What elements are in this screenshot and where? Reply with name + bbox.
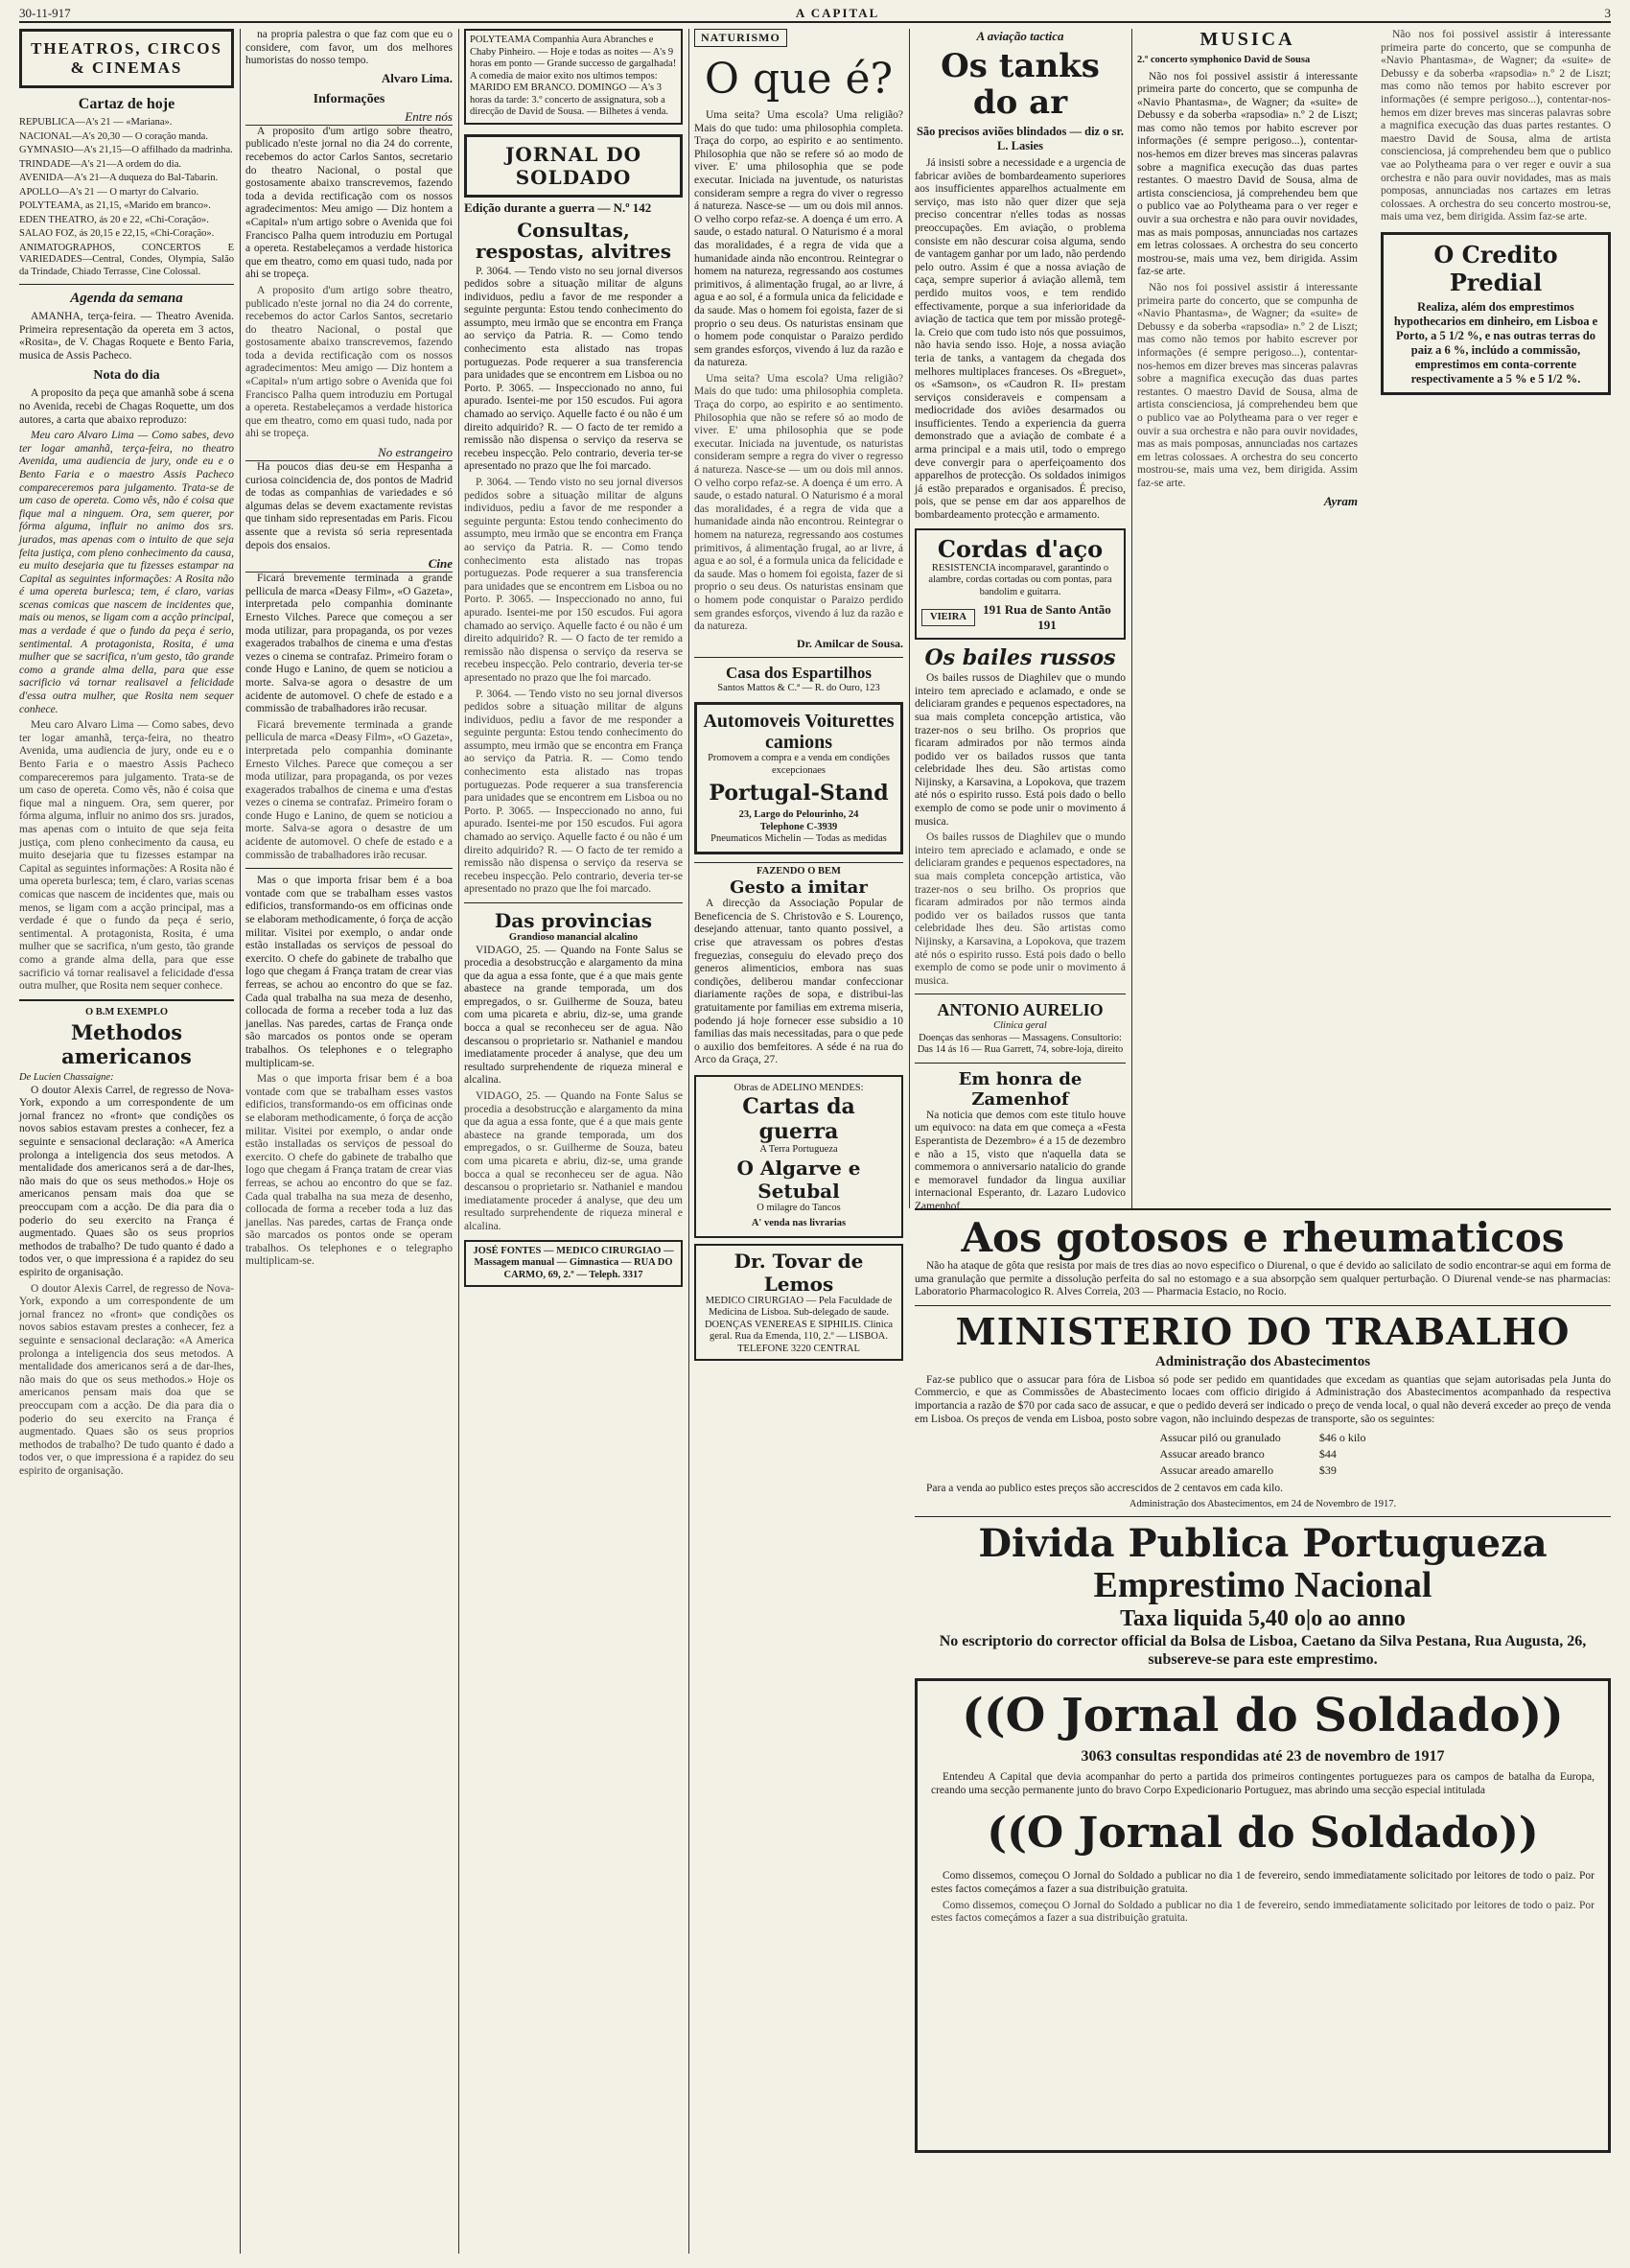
- credito-title: O Credito Predial: [1433, 240, 1558, 296]
- consultas-text-continued: P. 3064. — Tendo visto no seu jornal diversos pedidos sobre a situação militar de alguns individuos, pediu a favor de me responder a seguinte pergunta: Estou tendo conhecimento do assumpto, meu irmão que se encontra em França ao serviço da Patria. R. — Como tendo conhecimento esta alistado nas tropas portuguezas. Pode requerer a sua transferencia para unidades que se encontrem em Lisboa ou no Porto. P. 3065. — Inspeccionado no anno, fui apurado. Isentei-me por 150 escudos. Fui agora chamado ao serviço. Aquelle facto é ou não é um direito adquirido? R. — O facto de ter remido a remissão não dispensa o serviço da reserva se recebeu inspecção. Pelo contrario, deveria ter-se apresentado no prazo que lhe foi marcado.: [464, 477, 683, 684]
- assucar-table: [1141, 1430, 1386, 1479]
- consultas-line: 3063 consultas respondidas até 23 de novembro de 1917: [1081, 1748, 1445, 1765]
- ministerio-title: MINISTERIO DO TRABALHO: [955, 1309, 1571, 1353]
- table-row: [1141, 1430, 1386, 1446]
- info-text-continued: A proposito d'um artigo sobre theatro, publicado n'este jornal no dia 24 do corrente, recebemos do actor Carlos Santos, secretario do theatro Nacional, o postal que gostosamente abaixo transcrevemos, fazendo toda a devida rectificação com os nossos agradecimentos: Meu amigo — Diz hontem a «Capital» n'um artigo sobre o Avenida que foi Francisco Palha quem introduziu em Portugal a opereta. Restabeleçamos a verdade historica que em theatro, como em quasi tudo, nada por ahi se tropeça.: [245, 284, 453, 440]
- obras-venda: A' venda nas livrarias: [751, 1218, 847, 1229]
- cordas-text: RESISTENCIA incomparavel, garantindo o alambre, cordas cortadas ou com pontas, para bandolim e guitarra.: [928, 562, 1112, 597]
- polyteama-text: POLYTEAMA Companhia Aura Abranches e Chaby Pinheiro. — Hoje e todas as noites — A's 9 horas em ponto — Grande successo de gargalhada! A comedia de maior exito nos ultimos tempos: MARIDO EM BRANCO. DOMINGO — A's 3 horas da tarde: 3.º concerto de assignatura, sob a direcção de David de Sousa. — Bilhetes á venda.: [470, 35, 677, 117]
- obras-title: Obras de ADELINO MENDES:: [734, 1082, 864, 1093]
- column-rule: [1131, 29, 1132, 1208]
- methodos-title: Methodos americanos: [61, 1020, 192, 1069]
- newspaper-name: A CAPITAL: [795, 6, 880, 20]
- assucar-label: Assucar piló ou granulado: [1159, 1431, 1281, 1445]
- theatres-section-header: [19, 29, 234, 88]
- obra-title: A Terra Portugueza: [759, 1144, 838, 1156]
- column-rule: [909, 29, 910, 1208]
- table-row: [1141, 1462, 1386, 1479]
- portugal-stand-ad: [694, 702, 903, 854]
- naturismo-label: NATURISMO: [694, 29, 787, 47]
- tovar-title: Dr. Tovar de Lemos: [734, 1249, 864, 1296]
- obra-title: O milagre do Tancos: [757, 1202, 841, 1213]
- bottom-text-continued: Mas o que importa frisar bem é a boa vontade com que se trabalham esses vastos edificios, transformando-os em officinas onde se elaboram methodicamente, ó força de acção militar. Visitei por exemplo, o andar onde estão installadas os serviços de pessoal do exercito. O chefe do gabinete de trabalho que logo que chegam á França tratam de crear vias ferreas, se achou ao encontro do que se faz. Cada qual trabalha na sua meza de desenho, collocada de forma a receber toda a luz das janellas. Nas paredes, cartas de França onde são marcados os pontos onde se operam trabalhos. Os telephones e o telegrapho multiplicam-se.: [245, 1073, 453, 1268]
- portugal-stand-tel: Telephone C-3939: [759, 821, 838, 832]
- cordas-title: Cordas d'aço: [937, 534, 1104, 563]
- bailes-text-continued: Os bailes russos de Diaghilev que o mundo inteiro tem apreciado e aclamado, e onde se deliciaram grandes e pequenos espectadores, na sua mais completa concepção artistica, vão trazer-nos o seu brilho. Os proprios que ficaram admirados por não termos ainda podido ver os bailados russos que tanta celebridade lhes deu. São artistas como Nijinsky, a Karsavina, a Lopokova, que trazem até nós o espirito russo. Está pois dado o bello exemplo de como se pode unir o movimento á musica.: [915, 831, 1126, 987]
- bailes-text: Os bailes russos de Diaghilev que o mundo inteiro tem apreciado e aclamado, e onde se deliciaram grandes e pequenos espectadores, na sua mais completa concepção artistica, vão trazer-nos o seu brilho. Os proprios que ficaram admirados por não termos ainda podido ver os bailados russos que tanta celebridade lhes deu. São artistas como Nijinsky, a Karsavina, a Lopokova, que trazem até nós o espirito russo. Está pois dado o bello exemplo de como se pode unir o movimento á musica.: [915, 672, 1126, 828]
- antonio-title: ANTONIO AURELIO: [937, 1000, 1104, 1020]
- exemplo-label: O B.M EXEMPLO: [84, 1006, 169, 1017]
- jornal-outro-continued: Como dissemos, começou O Jornal do Soldado a publicar no dia 1 de fevereiro, sendo immediatamente solicitado por leitores de todo o paiz. Por estes factos começámos a fazer a sua distribuição gratuita.: [931, 1899, 1595, 1925]
- pneumaticos-text: Pneumaticos Michelin — Todas as medidas: [710, 833, 887, 845]
- jose-fontes-ad: [464, 1240, 683, 1288]
- provincias-subtitle: Grandioso manancial alcalino: [508, 932, 639, 943]
- cartaz-item: GYMNASIO—A's 21,15—O affilhado da madrinha.: [19, 145, 233, 155]
- consultas-title: Consultas, respostas, alvitres: [475, 218, 672, 263]
- auto-text: Promovem a compra e a venda em condições excepcionaes: [708, 753, 890, 776]
- cartaz-item: ANIMATOGRAPHOS, CONCERTOS E VARIEDADES—Central, Condes, Olympia, Salão da Trindade, Chiado Terrasse, Cine Colossal.: [19, 242, 234, 277]
- jose-fontes-text: JOSÉ FONTES — MEDICO CIRURGIAO — Massagem manual — Gimnastica — RUA DO CARMO, 69, 2.º — Teleph. 3317: [473, 1245, 674, 1280]
- nota-body: Meu caro Alvaro Lima — Como sabes, devo ter logar amanhã, terça-feira, no theatro Avenida, uma audiencia de jury, onde eu e o Bento Faria e o maestro Assis Pacheco compareceremos para julgamento. Trata-se de um caso de opereta. Como vês, não é coisa que fique mal a ninguem. Ora, sem querer, por fórma alguma, influir no animo dos srs. jurados, mas apenas com o intuito de que seja feita justiça, com pleno conhecimento da causa, eu muito desejaria que tu fizesses estampar na Capital as seguintes informações: A Rosita não é uma opereta burlesca; tem, é claro, varias scenas comicas que nascem de incidentes que, mais ou menos, se ligam com a acção principal, mas a verdade é que o fundo da peça é serio, sentimental. A protagonista, Rosita, é uma mulher que se sacrifica, n'um gesto, tão grande como a grande alma della, para que esse sacrificio vá tornar realisavel a felicidade d'essa outra mulher, que Rosita nem sequer conhece.: [19, 430, 234, 715]
- naturismo-text: Uma seita? Uma escola? Uma religião? Mais do que tudo: uma philosophia completa. Traça do corpo, ao espirito e ao sentimento. Philosophia que não se refere só ao modo de viver. E' uma philosophia que se pode executar. Iniciada na juventude, os naturistas consideram sempre a regra do viver o regresso á natureza. Nasce-se — um ou dois mil annos. O velho corpo refaz-se. A doença é um erro. A saude, o estado natural. O Naturismo é a moral das moralidades, é a regra de vida que a humanidade ainda não encontrou. Reintegrar o homem na natureza, regressando aos costumes primitivos, á alimentação frugal, ao ar livre, á agua e ao sol, é a formula unica da felicidade e da saude. Mas o homem foi egoista, fazer de si proprio o seu deus. Os naturistas ensinam que o homem pode conquistar o Paraizo perdido sem grandes esforços, vivendo á luz da razão e da natureza.: [694, 109, 903, 369]
- estrangeiro-label: No estrangeiro: [245, 445, 453, 461]
- gotosos-title: Aos gotosos e rheumaticos: [961, 1214, 1565, 1261]
- cartaz-list: [19, 117, 234, 278]
- jornal-banner: ((O Jornal do Soldado)): [962, 1689, 1564, 1743]
- column-6: [1137, 29, 1611, 1204]
- agenda-title: Agenda da semana: [70, 291, 183, 306]
- portugal-stand-addr: 23, Largo do Pelourinho, 24: [738, 809, 859, 821]
- signature: Alvaro Lima.: [381, 70, 453, 85]
- cartaz-item: POLYTEAMA, as 21,15, «Marido em branco».: [19, 200, 211, 211]
- page-date: 30-11-917: [19, 6, 71, 20]
- naturismo-text-continued: Uma seita? Uma escola? Uma religião? Mais do que tudo: uma philosophia completa. Traça do corpo, ao espirito e ao sentimento. Philosophia que não se refere só ao modo de viver. E' uma philosophia que se pode executar. Iniciada na juventude, os naturistas consideram sempre a regra do viver o regresso á natureza. Nasce-se — um ou dois mil annos. O velho corpo refaz-se. A doença é um erro. A saude, o estado natural. O Naturismo é a moral das moralidades, é a regra de vida que a humanidade ainda não encontrou. Reintegrar o homem na natureza, regressando aos costumes primitivos, á alimentação frugal, ao ar livre, á agua e ao sol, é a formula unica da felicidade e da saude. Mas o homem foi egoista, fazer de si proprio o seu deus. Os naturistas ensinam que o homem pode conquistar o Paraizo perdido sem grandes esforços, vivendo á luz da razão e da natureza.: [694, 372, 903, 633]
- assucar-label: Assucar areado branco: [1159, 1447, 1265, 1461]
- taxa-line: Taxa liquida 5,40 o|o ao anno: [1120, 1606, 1406, 1632]
- column-rule: [458, 29, 459, 2254]
- antonio-text: Doenças das senhoras — Massagens. Consultorio: Das 14 ás 16 — Rua Garrett, 74, sobre-loja, direito: [917, 1032, 1124, 1056]
- assucar-value: $46 o kilo: [1318, 1431, 1366, 1445]
- cartaz-item: NACIONAL—A's 20,30 — O coração manda.: [19, 130, 208, 142]
- section-title: THEATROS, CIRCOS & CINEMAS: [31, 39, 222, 77]
- ministerio-text: Faz-se publico que o assucar para fóra de Lisboa só pode ser pedido em quantidades que excedam as quantias que sejam autorisadas pela Junta do Commercio, e que as Commissões de Abastecimento locaes com officio dirigido á Administração dos Abastecimentos acompanhado da respectiva importancia a razão de $70 por cada saco de assucar, e que o pedido deverá ser indicado o preço de venda local, o qual não deverá exceder ao preço de venda em Lisboa. Os preços de venda em Lisboa, posto sobre vagon, não incluindo despezas de transporte, são os seguintes:: [915, 1373, 1611, 1425]
- cartaz-item: SALAO FOZ, ás 20,15 e 22,15, «Chi-Coração».: [19, 228, 215, 239]
- bottom-text: Mas o que importa frisar bem é a boa vontade com que se trabalham esses vastos edificios, transformando-os em officinas onde se elaboram methodicamente, ó força de acção militar. Visitei por exemplo, o andar onde estão installadas os serviços de pessoal do exercito. O chefe do gabinete de trabalho que logo que chegam á França tratam de crear vias ferreas, se achou ao encontro do que se faz. Cada qual trabalha na sua meza de desenho, collocada de forma a receber toda a luz das janellas. Nas paredes, cartas de França onde são marcados os pontos onde se operam trabalhos. Os telephones e o telegrapho multiplicam-se.: [245, 875, 453, 1069]
- cartaz-item: APOLLO—A's 21 — O martyr do Calvario.: [19, 186, 199, 198]
- column-4: [694, 29, 903, 2254]
- jornal-subtitle: Edição durante a guerra — N.º 142: [464, 199, 652, 215]
- column-rule: [240, 29, 241, 2254]
- column-3: [464, 29, 683, 2254]
- adelino-mendes-ad: [694, 1075, 903, 1238]
- info-text: A proposito d'um artigo sobre theatro, publicado n'este jornal no dia 24 do corrente, recebemos do actor Carlos Santos, secretario do theatro Nacional, o postal que gostosamente abaixo transcrevemos, fazendo toda a devida rectificação com os nossos agradecimentos: Meu amigo — Diz hontem a «Capital» n'um artigo sobre o Avenida que foi Francisco Palha quem introduziu em Portugal a opereta. Restabeleçamos a verdade historica que em theatro, como em quasi tudo, nada por ahi se tropeça.: [245, 125, 453, 281]
- ministerio-note: Para a venda ao publico estes preços são accrescidos de 2 centavos em cada kilo.: [926, 1483, 1284, 1495]
- tanks-subhead: São precisos aviões blindados — diz o sr. L. Lasies: [916, 125, 1124, 152]
- emprestimo-title: Emprestimo Nacional: [1093, 1565, 1432, 1606]
- jornal-banner-2: ((O Jornal do Soldado)): [987, 1809, 1539, 1859]
- naturismo-headline: O que é?: [704, 55, 894, 104]
- cartaz-item: TRINDADE—A's 21—A ordem do dia.: [19, 158, 181, 170]
- cartaz-title: Cartaz de hoje: [78, 96, 175, 112]
- bailes-title: Os bailes russos: [924, 645, 1116, 671]
- gesto-title: Gesto a imitar: [730, 877, 868, 899]
- musica-signature: Ayram: [1323, 493, 1358, 508]
- column-2: [245, 29, 453, 2254]
- page-number: 3: [1604, 6, 1611, 20]
- provincias-text: VIDAGO, 25. — Quando na Fonte Salus se procedia a desobstrucção e alargamento da mina que da agua a essa fonte, que é a que mais gente abastece na grande temporada, um dos empregados, o sr. Guilherme de Souza, bateu com uma picareta e abriu, diz-se, uma grande bocca a qual se reconheceu ser de agua. Não descansou o proprietario sr. Nathaniel e mandou imediatamente proceder á analyse, que deu um resultado surprehendente de riqueza mineral e alcalina.: [464, 944, 683, 1087]
- entre-nos-label: Entre nós: [245, 109, 453, 126]
- jornal-soldado-header: [464, 134, 683, 198]
- estrangeiro-text: Ha poucos dias deu-se em Hespanha a curiosa coincidencia de, dos pontos de Madrid de todas as companhias de variedades e só algumas delas se devem exactamente revistas que tinham sido representadas em Paris. Ficou assente que a revista só seria representada depois dos ensaios.: [245, 461, 453, 551]
- ministerio-sub: Administração dos Abastecimentos: [1154, 1353, 1371, 1369]
- musica-text-continued: Não nos foi possivel assistir á interessante primeira parte do concerto, que se compunha de «Navio Phantasma», de Wagner; da «suite» de Debussy e da soberba «rapsodia» n.º 2 de Liszt; mas como não temos por habito escrever por informações (é sempre perigoso...), contentar-nos-hemos em dizer breves mas sinceras palavras sobre a magnifica execução das duas partes restantes. O maestro David de Sousa, alma de artista conscienciosa, já comprehendeu bem que o publico vae ao Polytheama para o ver reger e ouvir a sua orchestra e não para ouvir novidades, mas as mais pomposas, annunciadas nos cartazes em letras colossaes. A orchestra do seu concerto mostrou-se, mais uma vez, bem dirigida. Assim faz-se arte.: [1137, 282, 1358, 489]
- methodos-byline: De Lucien Chassaigne:: [19, 1072, 114, 1084]
- musica-title: MUSICA: [1199, 29, 1295, 50]
- assucar-value: $39: [1318, 1463, 1337, 1478]
- obra-title: Cartas da guerra: [742, 1094, 855, 1145]
- antonio-sub: Clinica geral: [993, 1020, 1047, 1032]
- masthead: [19, 4, 1611, 23]
- tanks-headline: Os tanks do ar: [941, 47, 1100, 122]
- info-title: Informações: [313, 91, 385, 106]
- portugal-stand-name: Portugal-Stand: [709, 781, 889, 807]
- assucar-label: Assucar areado amarello: [1159, 1463, 1274, 1478]
- cordas-ad: [915, 528, 1126, 641]
- methodos-text-continued: O doutor Alexis Carrel, de regresso de Nova-York, expondo a um correspondente de um jornal francez no «front» que condições os novos sabios estavam prestes a conhecer, fez a seguinte e sensacional declaração: «A America prolonga a inteligencia dos seus metodos. A mentalidade dos americanos será a de dar-lhes, não mais do que os seus methodos.» Hoje os americanos pensam mais doa que se preoccupam com a acção. De dia para dia o poderio do seu exercito na França é augmentado. Quaes são os seus proprios methodos de trabalho? De tudo quanto é dado a todos ver, o que impressiona é a rapidez do seu espirito de organisação.: [19, 1282, 234, 1477]
- jornal-outro: Como dissemos, começou O Jornal do Soldado a publicar no dia 1 de fevereiro, sendo immediatamente solicitado por leitores de todo o paiz. Por estes factos começámos a fazer a sua distribuição gratuita.: [931, 1870, 1595, 1896]
- musica-text: Não nos foi possivel assistir á interessante primeira parte do concerto, que se compunha de «Navio Phantasma», de Wagner; da «suite» de Debussy e da soberba «rapsodia» n.º 2 de Liszt; mas como não temos por habito escrever por informações (é sempre perigoso...), contentar-nos-hemos em dizer breves mas sinceras palavras sobre a magnifica execução das duas partes restantes. O maestro David de Sousa, alma de artista conscienciosa, já comprehendeu bem que o publico vae ao Polytheama para o ver reger e ouvir a sua orchestra e não para ouvir novidades, mas as mais pomposas, annunciadas nos cartazes em letras colossaes. A orchestra do seu concerto mostrou-se, mais uma vez, bem dirigida. Assim faz-se arte.: [1137, 70, 1358, 278]
- nota-text: A proposito da peça que amanhã sobe á scena no Avenida, recebi de Chagas Roquette, um dos autores, a carta que abaixo reproduzo:: [19, 387, 234, 426]
- nota-body-continued: Meu caro Alvaro Lima — Como sabes, devo ter logar amanhã, terça-feira, no theatro Avenida, uma audiencia de jury, onde eu e o Bento Faria e o maestro Assis Pacheco compareceremos para julgamento. Trata-se de um caso de opereta. Como vês, não é coisa que fique mal a ninguem. Ora, sem querer, por fórma alguma, influir no animo dos srs. jurados, mas apenas com o intuito de que seja feita justiça, com pleno conhecimento da causa, eu muito desejaria que tu fizesses estampar na Capital as seguintes informações: A Rosita não é uma opereta burlesca; tem, é claro, varias scenas comicas que nascem de incidentes que, mais ou menos, se ligam com a acção principal, mas a verdade é que o fundo da peça é serio, sentimental. A protagonista, Rosita, é uma mulher que se sacrifica, n'um gesto, tão grande como a grande alma della, para que esse sacrificio vá tornar realisavel a felicidade d'essa outra mulher, que Rosita nem sequer conhece.: [19, 719, 234, 993]
- credito-predial-ad: [1381, 232, 1611, 395]
- jornal-intro: Entendeu A Capital que devia acompanhar do perto a partida dos primeiros contingentes portuguezes para os campos de batalha da Europa, creando uma secção permanente junto do bravo Corpo Expedicionario Portuguez, mas abrindo uma secção especial intitulada: [931, 1771, 1595, 1796]
- musica-text-col2: Não nos foi possivel assistir á interessante primeira parte do concerto, que se compunha de «Navio Phantasma», de Wagner; da «suite» de Debussy e da soberba «rapsodia» n.º 2 de Liszt; mas como não temos por habito escrever por informações (é sempre perigoso...), contentar-nos-hemos em dizer breves mas sinceras palavras sobre a magnifica execução das duas partes restantes. O maestro David de Sousa, alma de artista conscienciosa, já comprehendeu bem que o publico vae ao Polytheama para o ver reger e ouvir a sua orchestra e não para ouvir novidades, mas as mais pomposas, annunciadas nos cartazes em letras colossaes. A orchestra do seu concerto mostrou-se, mais uma vez, bem dirigida. Assim faz-se arte.: [1381, 29, 1611, 223]
- naturismo-signature: Dr. Amilcar de Sousa.: [796, 636, 903, 650]
- divida-title: Divida Publica Portugueza: [978, 1521, 1548, 1567]
- assucar-value: $44: [1318, 1447, 1337, 1461]
- column-1: [19, 29, 234, 2254]
- vieira-address: 191 Rua de Santo Antão 191: [983, 602, 1111, 633]
- agenda-text: AMANHA, terça-feira. — Theatro Avenida. Primeira representação da opereta em 3 actos, «Rosita», de V. Chagas Roquete e Bento Faria, musica de Assis Pacheco.: [19, 311, 234, 362]
- continuation-text: na propria palestra o que faz com que eu o considere, com favor, um dos melhores humoristas do nosso tempo.: [245, 29, 453, 67]
- column-5: [915, 29, 1126, 1213]
- jornal-title: JORNAL DO SOLDADO: [504, 142, 642, 189]
- cine-text-continued: Ficará brevemente terminada a grande pellicula de marca «Deasy Film», «O Gazeta», interpretada pelo companhia dominante Ernesto Vilches. Parece que começou a ser moda utilizar, para propaganda, os por vezes exagerados trabalhos de cinema e uma d'estas vezes o cinema se contrafaz. Primeiro foram o conde Hugo e Lanino, de quem se noticiou a morte. Salva-se agora o desastre de um acidente de automovel. O chefe de estado e a commissão de trabalhadores irão recusar.: [245, 718, 453, 861]
- gotosos-text: Não ha ataque de gôta que resista por mais de tres dias ao novo especifico o Diurenal, o que é devido ao salicilato de sodio encontrar-se aqui em forma de uma granulação que permite a dissolução perfeita do sal no estomago e a sua absorpção sem qualquer perturbação. O Diurenal vende-se nas pharmacias: Laboratorio Pharmacologico R. Alves Correia, 203 — Pharmacia Estacio, no Rocio.: [915, 1260, 1611, 1298]
- vieira-logo: VIEIRA: [921, 609, 975, 627]
- wide-section: [915, 1208, 1611, 2254]
- consultas-text: P. 3064. — Tendo visto no seu jornal diversos pedidos sobre a situação militar de alguns individuos, pediu a favor de me responder a seguinte pergunta: Estou tendo conhecimento do assumpto, meu irmão que se encontra em França ao serviço da Patria. R. — Como tendo conhecimento esta alistado nas tropas portuguezas. Pode requerer a sua transferencia para unidades que se encontrem em Lisboa ou no Porto. P. 3065. — Inspeccionado no anno, fui apurado. Isentei-me por 150 escudos. Fui agora chamado ao serviço. Aquelle facto é ou não é um direito adquirido? R. — O facto de ter remido a remissão não dispensa o serviço da reserva se recebeu inspecção. Pelo contrario, deveria ter-se apresentado no prazo que lhe foi marcado.: [464, 265, 683, 473]
- polyteama-ad: [464, 29, 683, 125]
- zamenhof-title: Em honra de Zamenhof: [958, 1068, 1083, 1110]
- table-row: [1141, 1446, 1386, 1462]
- ministerio-date: Administração dos Abastecimentos, em 24 de Novembro de 1917.: [1129, 1498, 1397, 1509]
- espartilhos-addr: Santos Mattos & C.ª — R. do Ouro, 123: [717, 682, 880, 693]
- jornal-soldado-box: [915, 1678, 1611, 2153]
- musica-subtitle: 2.º concerto symphonico David de Sousa: [1137, 55, 1311, 65]
- fazendo-label: FAZENDO O BEM: [694, 862, 903, 878]
- cartaz-item: REPUBLICA—A's 21 — «Mariana».: [19, 117, 173, 128]
- cartaz-item: EDEN THEATRO, ás 20 e 22, «Chi-Coração».: [19, 214, 209, 225]
- column-rule: [688, 29, 689, 2254]
- nota-title: Nota do dia: [93, 368, 160, 384]
- cine-text: Ficará brevemente terminada a grande pellicula de marca «Deasy Film», «O Gazeta», interpretada pelo companhia dominante Ernesto Vilches. Parece que começou a ser moda utilizar, para propaganda, os por vezes exagerados trabalhos de cinema e uma d'estas vezes o cinema se contrafaz. Primeiro foram o conde Hugo e Lanino, de quem se noticiou a morte. Salva-se agora o desastre de um acidente de automovel. O chefe de estado e a commissão de trabalhadores irão recusar.: [245, 573, 453, 715]
- zamenhof-text: Na noticia que demos com este titulo houve um equivoco: na data em que começa a «Festa Esperantista de Dezembro» é a 15 de dezembro e não a 15, visto que n'aquella data se commemora o anniversario natalicio do grande e memoravel fundador da lingua auxiliar internacional Esperanto, dr. Lazaro Ludovico Zamenhof.: [915, 1109, 1126, 1213]
- provincias-text-continued: VIDAGO, 25. — Quando na Fonte Salus se procedia a desobstrucção e alargamento da mina que da agua a essa fonte, que é a que mais gente abastece na grande temporada, um dos empregados, o sr. Guilherme de Souza, bateu com uma picareta e abriu, diz-se, uma grande bocca a qual se reconheceu ser de agua. Não descansou o proprietario sr. Nathaniel e mandou imediatamente proceder á analyse, que deu um resultado surprehendente de riqueza mineral e alcalina.: [464, 1090, 683, 1232]
- cine-label: Cine: [245, 556, 453, 573]
- methodos-text: O doutor Alexis Carrel, de regresso de Nova-York, expondo a um correspondente de um jornal francez no «front» que condições os novos sabios estavam prestes a conhecer, fez a seguinte e sensacional declaração: «A America prolonga a inteligencia dos seus metodos. A mentalidade dos americanos será a de dar-lhes, não mais do que os seus methodos.» Hoje os americanos pensam mais doa que se preoccupam com a acção. De dia para dia o poderio do seu exercito na França é augmentado. Quaes são os seus proprios methodos de trabalho? De tudo quanto é dado a todos ver, o que impressiona é a rapidez do seu espirito de organisação.: [19, 1084, 234, 1278]
- tanks-text: Já insisti sobre a necessidade e a urgencia de fabricar aviões de bombardeamento superiores aos insufficientes apparelhos actualmente em serviço, mas isto não quer dizer que seja preciso concentrar n'elles todas as nossas preoccupações. Em aviação, o problema consiste em não descurar coisa alguma, sendo de vantagem ganhar por um lado, não perdendo pelo outro. Assim é que a nossa aviação de caça, sempre superior á aviação allemã, tem perdido muitos voos, e tem rendido effectivamente, porque a sua inferioridade da aviação de tactica que tem por missão protegê-la. Creio que com tudo isto nós que possuimos, não havia sendo isso. Hoje, a nossa aviação teria de tanks, a vantagem da chegada dos melhores multiplaces franceses. Os «Breguet», os «Samson», os «Caudron R. II» prestam serviços consideraveis e compensam a mediocridade dos aviões desarmados ou insufficientes. Tendo a experiencia da guerra demonstrado que a aviação de combate é a arma principal e a mais util, todo o emprego deve convergir para o aperfeiçoamento dos apparelhos de protecção. Os soldados inimigos já estão preparados e organisados. É preciso, pois, que se pense em dar aos apparelhos de bombardeamento protecção e armamento.: [915, 157, 1126, 522]
- auto-title: Automoveis Voiturettes camions: [703, 711, 895, 754]
- espartilhos-title: Casa dos Espartilhos: [725, 663, 873, 682]
- tovar-lemos-ad: [694, 1244, 903, 1362]
- gesto-text: A direcção da Associação Popular de Beneficencia de S. Christovão e S. Lourenço, desejando attenuar, tanto quanto possivel, a crise que atravessam os pobres d'estas freguezias, conseguiu do elevado preço dos generos alimenticios, embora nas suas condições, deliberou mandar confeccionar diariamente rações de sopa, e distribui-las gratuitamente por familias em extrema miseria, podendo já hoje fornecer esse subsidio a 10 familias das mais necessitadas, para o que pede o auxilio dos bemfeitores. A séde é na rua do Arco da Graça, 27.: [694, 898, 903, 1066]
- tovar-text: MEDICO CIRURGIAO — Pela Faculdade de Medicina de Lisboa. Sub-delegado de saude. DOENÇAS VENEREAS E SIPHILIS. Clinica geral. Rua da Emenda, 110, 2.º — LISBOA. TELEFONE 3220 CENTRAL: [704, 1295, 894, 1354]
- provincias-title: Das provincias: [494, 909, 653, 932]
- credito-text: Realiza, além dos emprestimos hypothecarios em dinheiro, em Lisboa e Porto, a 5 1/2 %, e nas outras terras do paiz a 6 %, inclúdo a commissão, emprestimos em conta-corrente respectivamente a 5 % e 5 1/2 %.: [1393, 299, 1598, 386]
- escriptorio-text: No escriptorio do corrector official da Bolsa de Lisboa, Caetano da Silva Pestana, Rua Augusta, 26, subsereve-se para este emprestimo.: [939, 1633, 1587, 1669]
- obra-title: O Algarve e Setubal: [736, 1156, 861, 1203]
- cartaz-item: AVENIDA—A's 21—A duqueza do Bal-Tabarin.: [19, 173, 219, 183]
- aviacao-label: A aviação tactica: [976, 29, 1064, 43]
- consultas-text-continued-2: P. 3064. — Tendo visto no seu jornal diversos pedidos sobre a situação militar de alguns individuos, pediu a favor de me responder a seguinte pergunta: Estou tendo conhecimento do assumpto, meu irmão que se encontra em França ao serviço da Patria. R. — Como tendo conhecimento esta alistado nas tropas portuguezas. Pode requerer a sua transferencia para unidades que se encontrem em Lisboa ou no Porto. P. 3065. — Inspeccionado no anno, fui apurado. Isentei-me por 150 escudos. Fui agora chamado ao serviço. Aquelle facto é ou não é um direito adquirido? R. — O facto de ter remido a remissão não dispensa o serviço da reserva se recebeu inspecção. Pelo contrario, deveria ter-se apresentado no prazo que lhe foi marcado.: [464, 688, 683, 896]
